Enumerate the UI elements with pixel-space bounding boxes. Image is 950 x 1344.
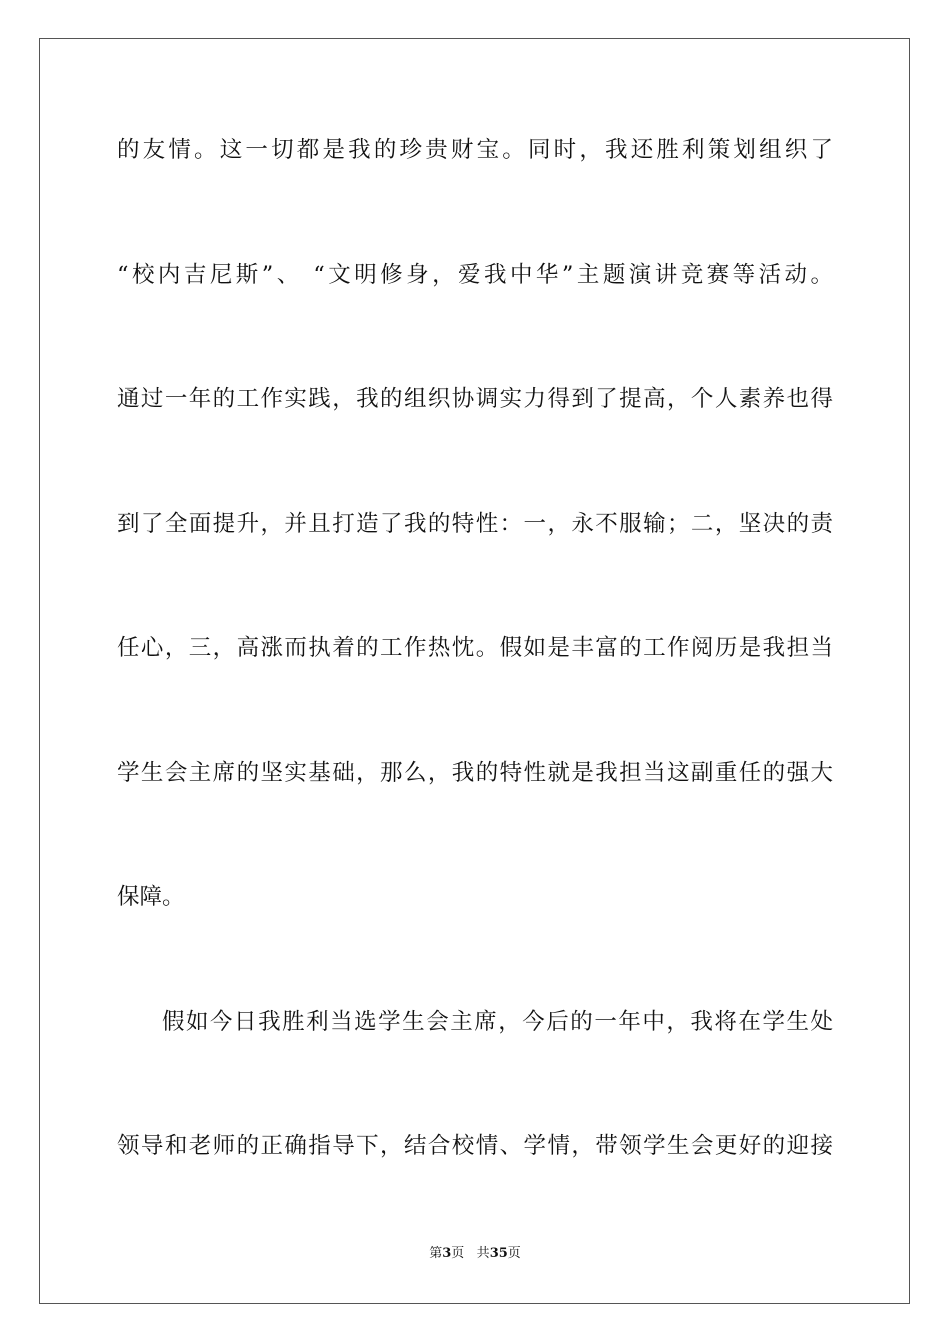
text-line: 的友情。这一切都是我的珍贵财宝。同时，我还胜利策划组织了	[117, 137, 833, 163]
page-footer	[0, 1245, 950, 1263]
footer-total-prefix: 共	[476, 1246, 490, 1261]
footer-total-suffix: 页	[507, 1246, 521, 1261]
footer-page-number: 3	[442, 1246, 452, 1261]
text-line: 任心，三，高涨而执着的工作热忱。假如是丰富的工作阅历是我担当	[117, 635, 833, 661]
text-line: 保障。	[117, 884, 185, 910]
footer-total-pages: 35	[489, 1246, 508, 1261]
paragraph-first-line: 假如今日我胜利当选学生会主席，今后的一年中，我将在学生处	[162, 1009, 833, 1035]
text-line: 通过一年的工作实践，我的组织协调实力得到了提高，个人素养也得	[117, 386, 833, 412]
text-line: 领导和老师的正确指导下，结合校情、学情，带领学生会更好的迎接	[117, 1133, 833, 1159]
text-line: 学生会主席的坚实基础，那么，我的特性就是我担当这副重任的强大	[117, 760, 833, 786]
page-border	[39, 38, 910, 1304]
footer-page-prefix: 第	[429, 1246, 443, 1261]
footer-page-suffix: 页	[451, 1246, 465, 1261]
text-line: 到了全面提升，并且打造了我的特性：一，永不服输；二，坚决的责	[117, 511, 833, 537]
text-line: “校内吉尼斯”、 “文明修身，爱我中华”主题演讲竞赛等活动。	[117, 262, 833, 288]
